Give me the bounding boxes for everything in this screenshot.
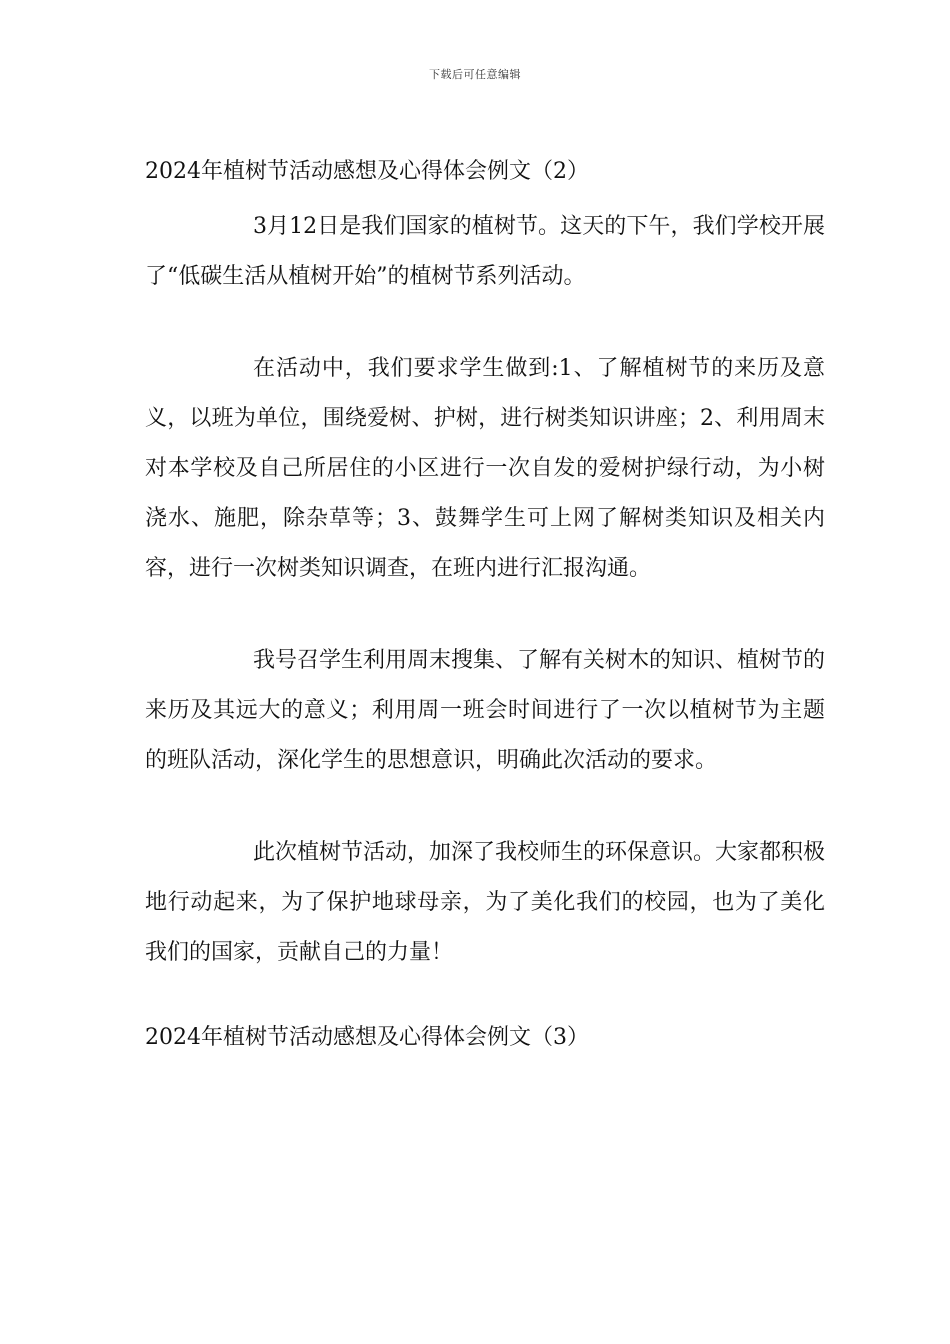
section-heading: 2024年植树节活动感想及心得体会例文（3） [145, 1025, 589, 1050]
paragraph: 3月12日是我们国家的植树节。这天的下午，我们学校开展了“低碳生活从植树开始”的植树节系列活动。 [145, 214, 825, 289]
section-heading: 2024年植树节活动感想及心得体会例文（2） [145, 159, 589, 184]
paragraph: 此次植树节活动，加深了我校师生的环保意识。大家都积极地行动起来，为了保护地球母亲，为了美化我们的校园，也为了美化我们的国家，贡献自己的力量！ [145, 840, 826, 965]
document-body [145, 150, 825, 1060]
header-note: 下载后可任意编辑 [429, 68, 521, 81]
paragraph: 我号召学生利用周末搜集、了解有关树木的知识、植树节的来历及其远大的意义；利用周一班会时间进行了一次以植树节为主题的班队活动，深化学生的思想意识，明确此次活动的要求。 [145, 648, 826, 773]
paragraph: 在活动中，我们要求学生做到:1、了解植树节的来历及意义，以班为单位，围绕爱树、护树，进行树类知识讲座；2、利用周末对本学校及自己所居住的小区进行一次自发的爱树护绿行动，为小树浇水、施肥，除杂草等；3、鼓舞学生可上网了解树类知识及相关内容，进行一次树类知识调查，在班内进行汇报沟通。 [145, 356, 825, 581]
